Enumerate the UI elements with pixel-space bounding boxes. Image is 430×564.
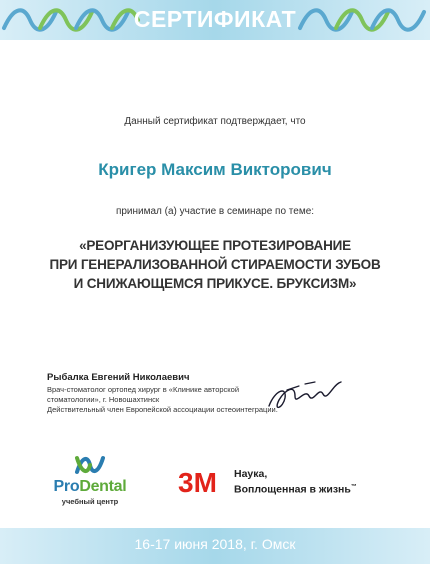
signer-line: Врач-стоматолог ортопед хирург в «Клинике авторской: [47, 385, 240, 394]
topic-line: ПРИ ГЕНЕРАЛИЗОВАННОЙ СТИРАЕМОСТИ ЗУБОВ: [49, 257, 381, 272]
svg-text:3M: 3M: [178, 468, 217, 496]
prodental-dental: Dental: [79, 478, 127, 495]
slogan-line: Наука,: [234, 468, 268, 480]
prodental-subtitle: учебный центр: [61, 497, 119, 506]
certificate-title: СЕРТИФИКАТ: [133, 6, 297, 32]
signer-name: Рыбалка Евгений Николаевич: [47, 372, 190, 383]
prodental-pro: Pro: [53, 478, 80, 495]
3m-slogan: [234, 468, 357, 497]
participated-text: принимал (а) участие в семинаре по теме:: [115, 206, 315, 217]
signer-line: Действительный член Европейской ассоциации остеоинтеграции.: [47, 405, 278, 414]
seminar-topic: [20, 236, 410, 293]
slogan-line: Воплощенная в жизнь: [234, 483, 351, 496]
signature-icon: [265, 376, 345, 418]
prodental-infinity-icon: [74, 452, 106, 478]
slogan-line-2: [234, 481, 357, 497]
recipient-name: Кригер Максим Викторович: [98, 160, 332, 179]
confirm-text: Данный сертификат подтверждает, что: [124, 116, 306, 127]
prodental-logo: [40, 452, 140, 512]
3m-logo-icon: [178, 468, 230, 496]
signer-line: стоматологии», г. Новошахтинск: [47, 395, 160, 404]
topic-line: «РЕОРГАНИЗУЮЩЕЕ ПРОТЕЗИРОВАНИЕ: [79, 238, 351, 253]
prodental-wordmark: [40, 478, 140, 496]
trademark: ™: [350, 484, 357, 490]
topic-line: И СНИЖАЮЩЕМСЯ ПРИКУСЕ. БРУКСИЗМ»: [73, 276, 357, 291]
header-banner: [0, 0, 430, 40]
event-date-place: 16-17 июня 2018, г. Омск: [134, 536, 296, 552]
footer-banner: [0, 528, 430, 564]
